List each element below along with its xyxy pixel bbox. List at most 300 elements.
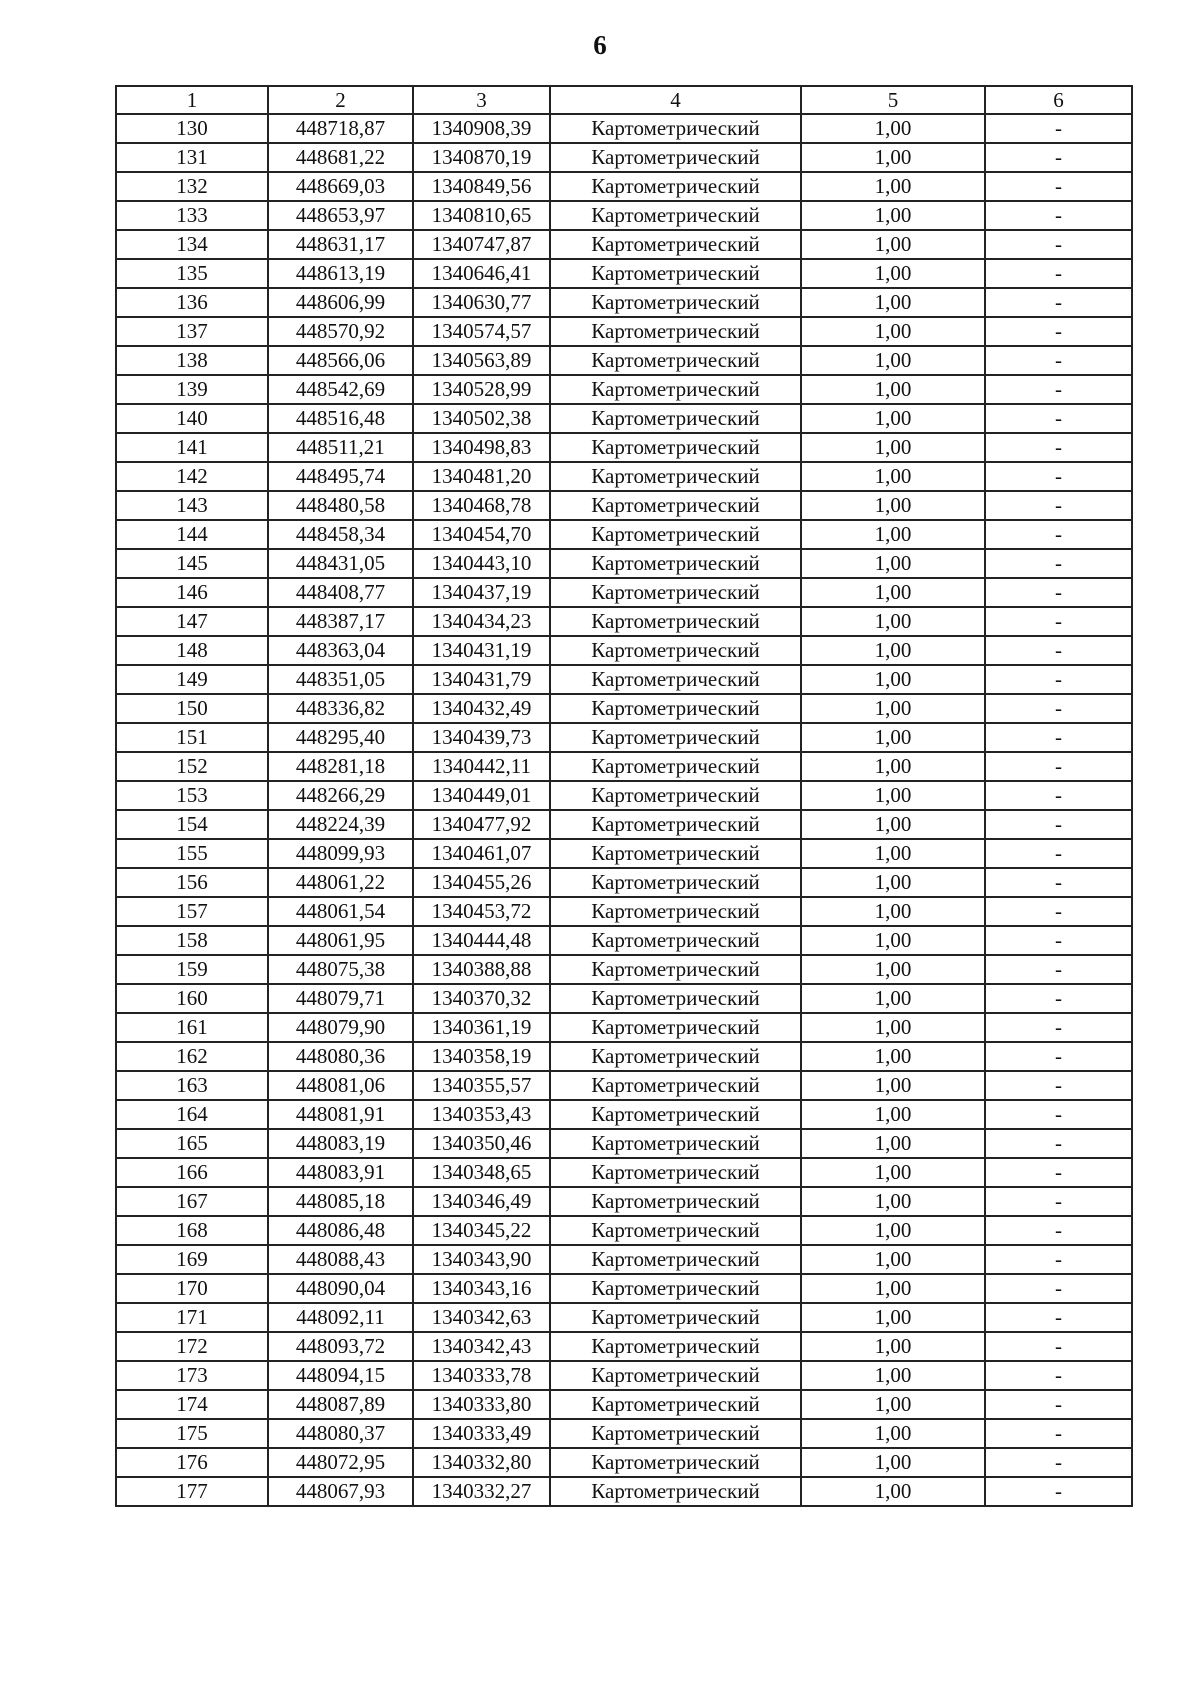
description-cell: - — [985, 1303, 1132, 1332]
y-coordinate-cell: 1340355,57 — [413, 1071, 550, 1100]
y-coordinate-cell: 1340747,87 — [413, 230, 550, 259]
x-coordinate-cell: 448080,37 — [268, 1419, 413, 1448]
method-cell: Картометрический — [550, 1448, 801, 1477]
y-coordinate-cell: 1340810,65 — [413, 201, 550, 230]
description-cell: - — [985, 636, 1132, 665]
table-row — [116, 1274, 1132, 1303]
x-coordinate-cell: 448081,06 — [268, 1071, 413, 1100]
method-cell: Картометрический — [550, 868, 801, 897]
page-number: 6 — [593, 30, 607, 60]
point-number-cell: 143 — [116, 491, 268, 520]
accuracy-cell: 1,00 — [801, 520, 985, 549]
table-row — [116, 578, 1132, 607]
point-number-cell: 164 — [116, 1100, 268, 1129]
x-coordinate-cell: 448387,17 — [268, 607, 413, 636]
y-coordinate-cell: 1340345,22 — [413, 1216, 550, 1245]
x-coordinate-cell: 448458,34 — [268, 520, 413, 549]
description-cell: - — [985, 404, 1132, 433]
point-number-cell: 172 — [116, 1332, 268, 1361]
y-coordinate-cell: 1340333,80 — [413, 1390, 550, 1419]
accuracy-cell: 1,00 — [801, 1274, 985, 1303]
method-cell: Картометрический — [550, 433, 801, 462]
table-row — [116, 1390, 1132, 1419]
x-coordinate-cell: 448083,19 — [268, 1129, 413, 1158]
point-number-cell: 156 — [116, 868, 268, 897]
accuracy-cell: 1,00 — [801, 230, 985, 259]
description-cell: - — [985, 1361, 1132, 1390]
y-coordinate-cell: 1340498,83 — [413, 433, 550, 462]
method-cell: Картометрический — [550, 955, 801, 984]
point-number-cell: 168 — [116, 1216, 268, 1245]
method-cell: Картометрический — [550, 1245, 801, 1274]
description-cell: - — [985, 694, 1132, 723]
accuracy-cell: 1,00 — [801, 433, 985, 462]
table-body — [116, 114, 1132, 1506]
method-cell: Картометрический — [550, 1042, 801, 1071]
table-row — [116, 665, 1132, 694]
method-cell: Картометрический — [550, 520, 801, 549]
column-header: 5 — [801, 86, 985, 114]
table-row — [116, 607, 1132, 636]
y-coordinate-cell: 1340358,19 — [413, 1042, 550, 1071]
table-row — [116, 1477, 1132, 1506]
description-cell: - — [985, 143, 1132, 172]
method-cell: Картометрический — [550, 607, 801, 636]
method-cell: Картометрический — [550, 317, 801, 346]
point-number-cell: 139 — [116, 375, 268, 404]
method-cell: Картометрический — [550, 1100, 801, 1129]
table-row — [116, 694, 1132, 723]
method-cell: Картометрический — [550, 897, 801, 926]
accuracy-cell: 1,00 — [801, 462, 985, 491]
method-cell: Картометрический — [550, 259, 801, 288]
table-row — [116, 1332, 1132, 1361]
coordinates-table — [115, 85, 1133, 1507]
method-cell: Картометрический — [550, 1071, 801, 1100]
table-row — [116, 839, 1132, 868]
accuracy-cell: 1,00 — [801, 810, 985, 839]
method-cell: Картометрический — [550, 1216, 801, 1245]
description-cell: - — [985, 520, 1132, 549]
y-coordinate-cell: 1340388,88 — [413, 955, 550, 984]
point-number-cell: 160 — [116, 984, 268, 1013]
y-coordinate-cell: 1340449,01 — [413, 781, 550, 810]
description-cell: - — [985, 1419, 1132, 1448]
point-number-cell: 153 — [116, 781, 268, 810]
point-number-cell: 174 — [116, 1390, 268, 1419]
point-number-cell: 166 — [116, 1158, 268, 1187]
table-row — [116, 810, 1132, 839]
y-coordinate-cell: 1340348,65 — [413, 1158, 550, 1187]
point-number-cell: 146 — [116, 578, 268, 607]
x-coordinate-cell: 448631,17 — [268, 230, 413, 259]
point-number-cell: 171 — [116, 1303, 268, 1332]
column-header: 1 — [116, 86, 268, 114]
method-cell: Картометрический — [550, 491, 801, 520]
table-row — [116, 781, 1132, 810]
x-coordinate-cell: 448099,93 — [268, 839, 413, 868]
method-cell: Картометрический — [550, 1013, 801, 1042]
point-number-cell: 173 — [116, 1361, 268, 1390]
method-cell: Картометрический — [550, 549, 801, 578]
method-cell: Картометрический — [550, 810, 801, 839]
accuracy-cell: 1,00 — [801, 375, 985, 404]
method-cell: Картометрический — [550, 1303, 801, 1332]
accuracy-cell: 1,00 — [801, 1477, 985, 1506]
table-row — [116, 346, 1132, 375]
x-coordinate-cell: 448570,92 — [268, 317, 413, 346]
accuracy-cell: 1,00 — [801, 491, 985, 520]
point-number-cell: 159 — [116, 955, 268, 984]
x-coordinate-cell: 448480,58 — [268, 491, 413, 520]
table-row — [116, 955, 1132, 984]
point-number-cell: 155 — [116, 839, 268, 868]
y-coordinate-cell: 1340442,11 — [413, 752, 550, 781]
table-row — [116, 288, 1132, 317]
table-row — [116, 1013, 1132, 1042]
description-cell: - — [985, 868, 1132, 897]
table-row — [116, 1187, 1132, 1216]
table-row — [116, 404, 1132, 433]
y-coordinate-cell: 1340332,27 — [413, 1477, 550, 1506]
x-coordinate-cell: 448281,18 — [268, 752, 413, 781]
method-cell: Картометрический — [550, 1332, 801, 1361]
x-coordinate-cell: 448085,18 — [268, 1187, 413, 1216]
accuracy-cell: 1,00 — [801, 404, 985, 433]
point-number-cell: 132 — [116, 172, 268, 201]
description-cell: - — [985, 114, 1132, 143]
accuracy-cell: 1,00 — [801, 897, 985, 926]
table-row — [116, 1129, 1132, 1158]
method-cell: Картометрический — [550, 984, 801, 1013]
y-coordinate-cell: 1340439,73 — [413, 723, 550, 752]
x-coordinate-cell: 448061,95 — [268, 926, 413, 955]
x-coordinate-cell: 448224,39 — [268, 810, 413, 839]
y-coordinate-cell: 1340333,78 — [413, 1361, 550, 1390]
method-cell: Картометрический — [550, 1419, 801, 1448]
table-row — [116, 1448, 1132, 1477]
point-number-cell: 149 — [116, 665, 268, 694]
description-cell: - — [985, 955, 1132, 984]
description-cell: - — [985, 984, 1132, 1013]
table-row — [116, 1361, 1132, 1390]
point-number-cell: 133 — [116, 201, 268, 230]
method-cell: Картометрический — [550, 462, 801, 491]
x-coordinate-cell: 448351,05 — [268, 665, 413, 694]
method-cell: Картометрический — [550, 172, 801, 201]
y-coordinate-cell: 1340646,41 — [413, 259, 550, 288]
method-cell: Картометрический — [550, 839, 801, 868]
y-coordinate-cell: 1340431,79 — [413, 665, 550, 694]
x-coordinate-cell: 448061,54 — [268, 897, 413, 926]
table-row — [116, 143, 1132, 172]
x-coordinate-cell: 448079,71 — [268, 984, 413, 1013]
point-number-cell: 170 — [116, 1274, 268, 1303]
x-coordinate-cell: 448075,38 — [268, 955, 413, 984]
accuracy-cell: 1,00 — [801, 839, 985, 868]
accuracy-cell: 1,00 — [801, 752, 985, 781]
table-row — [116, 1042, 1132, 1071]
method-cell: Картометрический — [550, 752, 801, 781]
table-row — [116, 230, 1132, 259]
description-cell: - — [985, 1129, 1132, 1158]
accuracy-cell: 1,00 — [801, 1245, 985, 1274]
table-row — [116, 1303, 1132, 1332]
accuracy-cell: 1,00 — [801, 1100, 985, 1129]
accuracy-cell: 1,00 — [801, 578, 985, 607]
table-row — [116, 259, 1132, 288]
description-cell: - — [985, 375, 1132, 404]
description-cell: - — [985, 723, 1132, 752]
table-row — [116, 1071, 1132, 1100]
accuracy-cell: 1,00 — [801, 1129, 985, 1158]
point-number-cell: 134 — [116, 230, 268, 259]
description-cell: - — [985, 781, 1132, 810]
y-coordinate-cell: 1340468,78 — [413, 491, 550, 520]
x-coordinate-cell: 448408,77 — [268, 578, 413, 607]
y-coordinate-cell: 1340461,07 — [413, 839, 550, 868]
method-cell: Картометрический — [550, 1187, 801, 1216]
table-row — [116, 462, 1132, 491]
description-cell: - — [985, 462, 1132, 491]
description-cell: - — [985, 230, 1132, 259]
description-cell: - — [985, 1071, 1132, 1100]
x-coordinate-cell: 448669,03 — [268, 172, 413, 201]
accuracy-cell: 1,00 — [801, 984, 985, 1013]
x-coordinate-cell: 448093,72 — [268, 1332, 413, 1361]
description-cell: - — [985, 1042, 1132, 1071]
description-cell: - — [985, 259, 1132, 288]
accuracy-cell: 1,00 — [801, 1071, 985, 1100]
table-row — [116, 984, 1132, 1013]
point-number-cell: 151 — [116, 723, 268, 752]
table-row — [116, 433, 1132, 462]
table-row — [116, 317, 1132, 346]
point-number-cell: 145 — [116, 549, 268, 578]
point-number-cell: 147 — [116, 607, 268, 636]
point-number-cell: 136 — [116, 288, 268, 317]
point-number-cell: 131 — [116, 143, 268, 172]
description-cell: - — [985, 1187, 1132, 1216]
description-cell: - — [985, 288, 1132, 317]
y-coordinate-cell: 1340432,49 — [413, 694, 550, 723]
description-cell: - — [985, 1274, 1132, 1303]
x-coordinate-cell: 448613,19 — [268, 259, 413, 288]
accuracy-cell: 1,00 — [801, 1332, 985, 1361]
accuracy-cell: 1,00 — [801, 1303, 985, 1332]
y-coordinate-cell: 1340574,57 — [413, 317, 550, 346]
accuracy-cell: 1,00 — [801, 1419, 985, 1448]
table-row — [116, 1419, 1132, 1448]
description-cell: - — [985, 810, 1132, 839]
method-cell: Картометрический — [550, 201, 801, 230]
y-coordinate-cell: 1340908,39 — [413, 114, 550, 143]
point-number-cell: 144 — [116, 520, 268, 549]
point-number-cell: 137 — [116, 317, 268, 346]
x-coordinate-cell: 448061,22 — [268, 868, 413, 897]
table-row — [116, 375, 1132, 404]
method-cell: Картометрический — [550, 1158, 801, 1187]
point-number-cell: 176 — [116, 1448, 268, 1477]
description-cell: - — [985, 433, 1132, 462]
x-coordinate-cell: 448681,22 — [268, 143, 413, 172]
point-number-cell: 165 — [116, 1129, 268, 1158]
accuracy-cell: 1,00 — [801, 1361, 985, 1390]
table-row — [116, 752, 1132, 781]
x-coordinate-cell: 448081,91 — [268, 1100, 413, 1129]
x-coordinate-cell: 448067,93 — [268, 1477, 413, 1506]
y-coordinate-cell: 1340477,92 — [413, 810, 550, 839]
point-number-cell: 169 — [116, 1245, 268, 1274]
table-row — [116, 926, 1132, 955]
table-row — [116, 491, 1132, 520]
method-cell: Картометрический — [550, 404, 801, 433]
method-cell: Картометрический — [550, 114, 801, 143]
accuracy-cell: 1,00 — [801, 1216, 985, 1245]
method-cell: Картометрический — [550, 578, 801, 607]
method-cell: Картометрический — [550, 230, 801, 259]
point-number-cell: 167 — [116, 1187, 268, 1216]
x-coordinate-cell: 448606,99 — [268, 288, 413, 317]
x-coordinate-cell: 448266,29 — [268, 781, 413, 810]
accuracy-cell: 1,00 — [801, 607, 985, 636]
point-number-cell: 138 — [116, 346, 268, 375]
x-coordinate-cell: 448495,74 — [268, 462, 413, 491]
accuracy-cell: 1,00 — [801, 665, 985, 694]
table-row — [116, 1245, 1132, 1274]
x-coordinate-cell: 448080,36 — [268, 1042, 413, 1071]
x-coordinate-cell: 448718,87 — [268, 114, 413, 143]
description-cell: - — [985, 1245, 1132, 1274]
y-coordinate-cell: 1340434,23 — [413, 607, 550, 636]
point-number-cell: 140 — [116, 404, 268, 433]
accuracy-cell: 1,00 — [801, 1187, 985, 1216]
table-row — [116, 201, 1132, 230]
table-row — [116, 868, 1132, 897]
point-number-cell: 163 — [116, 1071, 268, 1100]
x-coordinate-cell: 448079,90 — [268, 1013, 413, 1042]
accuracy-cell: 1,00 — [801, 1042, 985, 1071]
y-coordinate-cell: 1340630,77 — [413, 288, 550, 317]
x-coordinate-cell: 448516,48 — [268, 404, 413, 433]
method-cell: Картометрический — [550, 781, 801, 810]
x-coordinate-cell: 448083,91 — [268, 1158, 413, 1187]
column-header: 3 — [413, 86, 550, 114]
description-cell: - — [985, 491, 1132, 520]
description-cell: - — [985, 1100, 1132, 1129]
accuracy-cell: 1,00 — [801, 259, 985, 288]
table-row — [116, 549, 1132, 578]
accuracy-cell: 1,00 — [801, 549, 985, 578]
table-header-row — [116, 86, 1132, 114]
point-number-cell: 162 — [116, 1042, 268, 1071]
method-cell: Картометрический — [550, 694, 801, 723]
method-cell: Картометрический — [550, 288, 801, 317]
y-coordinate-cell: 1340849,56 — [413, 172, 550, 201]
description-cell: - — [985, 1390, 1132, 1419]
x-coordinate-cell: 448336,82 — [268, 694, 413, 723]
y-coordinate-cell: 1340455,26 — [413, 868, 550, 897]
description-cell: - — [985, 1216, 1132, 1245]
description-cell: - — [985, 752, 1132, 781]
table-row — [116, 520, 1132, 549]
method-cell: Картометрический — [550, 926, 801, 955]
y-coordinate-cell: 1340437,19 — [413, 578, 550, 607]
x-coordinate-cell: 448566,06 — [268, 346, 413, 375]
point-number-cell: 135 — [116, 259, 268, 288]
y-coordinate-cell: 1340361,19 — [413, 1013, 550, 1042]
column-header: 4 — [550, 86, 801, 114]
y-coordinate-cell: 1340346,49 — [413, 1187, 550, 1216]
y-coordinate-cell: 1340443,10 — [413, 549, 550, 578]
point-number-cell: 141 — [116, 433, 268, 462]
column-header: 2 — [268, 86, 413, 114]
table-row — [116, 172, 1132, 201]
y-coordinate-cell: 1340333,49 — [413, 1419, 550, 1448]
method-cell: Картометрический — [550, 1390, 801, 1419]
y-coordinate-cell: 1340370,32 — [413, 984, 550, 1013]
x-coordinate-cell: 448086,48 — [268, 1216, 413, 1245]
column-header: 6 — [985, 86, 1132, 114]
accuracy-cell: 1,00 — [801, 143, 985, 172]
description-cell: - — [985, 665, 1132, 694]
accuracy-cell: 1,00 — [801, 781, 985, 810]
point-number-cell: 158 — [116, 926, 268, 955]
x-coordinate-cell: 448653,97 — [268, 201, 413, 230]
y-coordinate-cell: 1340870,19 — [413, 143, 550, 172]
point-number-cell: 152 — [116, 752, 268, 781]
description-cell: - — [985, 839, 1132, 868]
table-row — [116, 897, 1132, 926]
description-cell: - — [985, 1158, 1132, 1187]
y-coordinate-cell: 1340342,63 — [413, 1303, 550, 1332]
accuracy-cell: 1,00 — [801, 868, 985, 897]
method-cell: Картометрический — [550, 375, 801, 404]
accuracy-cell: 1,00 — [801, 114, 985, 143]
method-cell: Картометрический — [550, 665, 801, 694]
description-cell: - — [985, 317, 1132, 346]
y-coordinate-cell: 1340502,38 — [413, 404, 550, 433]
accuracy-cell: 1,00 — [801, 926, 985, 955]
table-row — [116, 1216, 1132, 1245]
point-number-cell: 177 — [116, 1477, 268, 1506]
description-cell: - — [985, 1332, 1132, 1361]
method-cell: Картометрический — [550, 636, 801, 665]
accuracy-cell: 1,00 — [801, 1013, 985, 1042]
description-cell: - — [985, 897, 1132, 926]
y-coordinate-cell: 1340353,43 — [413, 1100, 550, 1129]
accuracy-cell: 1,00 — [801, 955, 985, 984]
y-coordinate-cell: 1340431,19 — [413, 636, 550, 665]
y-coordinate-cell: 1340481,20 — [413, 462, 550, 491]
y-coordinate-cell: 1340332,80 — [413, 1448, 550, 1477]
table-row — [116, 1100, 1132, 1129]
point-number-cell: 154 — [116, 810, 268, 839]
table-row — [116, 636, 1132, 665]
method-cell: Картометрический — [550, 143, 801, 172]
y-coordinate-cell: 1340453,72 — [413, 897, 550, 926]
description-cell: - — [985, 1013, 1132, 1042]
accuracy-cell: 1,00 — [801, 723, 985, 752]
table-row — [116, 114, 1132, 143]
y-coordinate-cell: 1340350,46 — [413, 1129, 550, 1158]
point-number-cell: 175 — [116, 1419, 268, 1448]
method-cell: Картометрический — [550, 1129, 801, 1158]
accuracy-cell: 1,00 — [801, 201, 985, 230]
accuracy-cell: 1,00 — [801, 694, 985, 723]
y-coordinate-cell: 1340342,43 — [413, 1332, 550, 1361]
x-coordinate-cell: 448542,69 — [268, 375, 413, 404]
